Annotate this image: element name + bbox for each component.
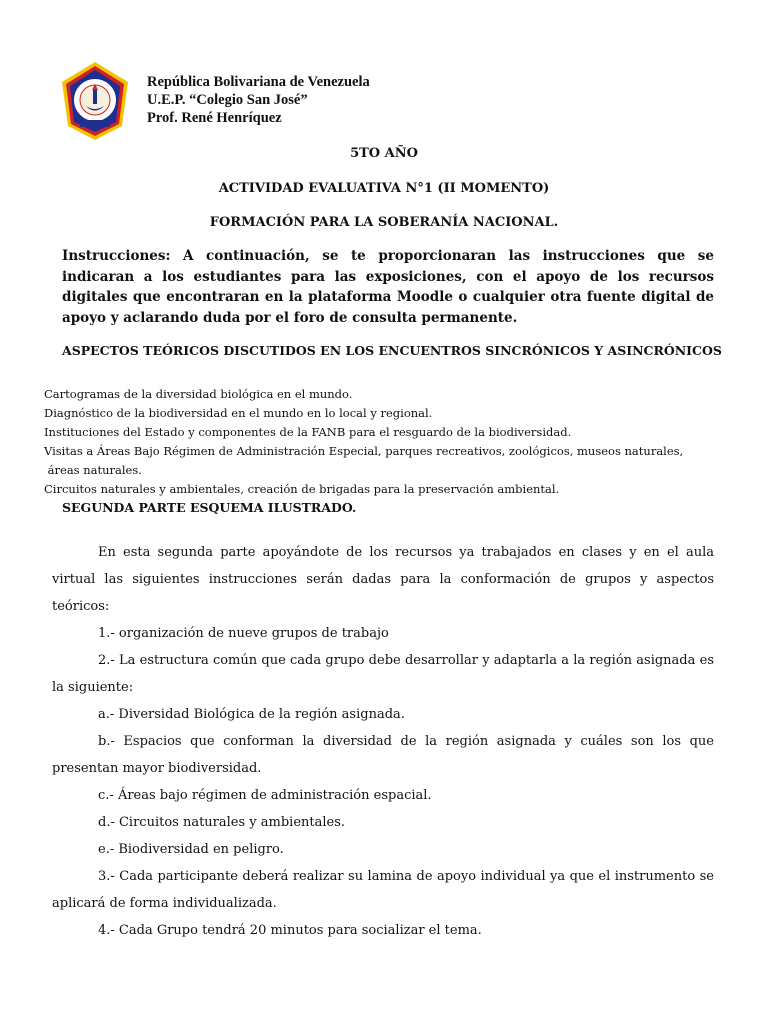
topic-item: Instituciones del Estado y componentes de la FANB para el resguardo de la biodiversidad. [44,425,572,439]
body-text [52,539,714,944]
header-republic: República Bolivariana de Venezuela [147,74,370,90]
header-school: U.E.P. “Colegio San José” [147,92,308,108]
topic-item: Circuitos naturales y ambientales, creación de brigadas para la preservación ambiental. [44,482,560,496]
topic-item: Diagnóstico de la biodiversidad en el mundo en lo local y regional. [44,406,433,420]
instructions-paragraph: Instrucciones: A continuación, se te proporcionaran las instrucciones que se indicaran a los estudiantes para las exposiciones, con el apoyo de los recursos digitales que encontraran en la plataforma Moodle o cualquier otra fuente digital de apoyo y aclarando duda por el foro de consulta permanente. [62,248,714,326]
subject-title: FORMACIÓN PARA LA SOBERANÍA NACIONAL. [209,215,559,230]
instruction-item-4: 4.- Cada Grupo tendrá 20 minutos para socializar el tema. [98,923,482,938]
structure-item-d: d.- Circuitos naturales y ambientales. [98,815,346,830]
structure-item-a: a.- Diversidad Biológica de la región asignada. [98,707,405,722]
topics-list [44,385,683,499]
instruction-item-2: 2.- La estructura común que cada grupo debe desarrollar y adaptarla a la región asignada es la siguiente: [52,653,714,695]
school-crest-logo [60,60,130,142]
header-professor: Prof. René Henríquez [147,110,282,126]
intro-paragraph: En esta segunda parte apoyándote de los recursos ya trabajados en clases y en el aula virtual las siguientes instrucciones serán dadas para la conformación de grupos y aspectos teóricos: [52,545,714,614]
structure-item-e: e.- Biodiversidad en peligro. [98,842,284,857]
topic-item: áreas naturales. [44,463,142,477]
part-two-heading: SEGUNDA PARTE ESQUEMA ILUSTRADO. [62,500,357,515]
topic-item: Cartogramas de la diversidad biológica en el mundo. [44,387,353,401]
aspects-heading: ASPECTOS TEÓRICOS DISCUTIDOS EN LOS ENCUENTROS SINCRÓNICOS Y ASINCRÓNICOS [62,343,722,358]
structure-item-b: b.- Espacios que conforman la diversidad de la región asignada y cuáles son los que presentan mayor biodiversidad. [52,734,714,776]
structure-item-c: c.- Áreas bajo régimen de administración espacial. [98,788,432,803]
year-title: 5TO AÑO [350,146,418,161]
instruction-item-1: 1.- organización de nueve grupos de trabajo [98,626,389,641]
activity-title: ACTIVIDAD EVALUATIVA N°1 (II MOMENTO) [218,181,550,196]
instruction-item-3: 3.- Cada participante deberá realizar su lamina de apoyo individual ya que el instrumento se aplicará de forma individualizada. [52,869,714,911]
topic-item: Visitas a Áreas Bajo Régimen de Administración Especial, parques recreativos, zoológicos, museos naturales, [44,444,684,458]
